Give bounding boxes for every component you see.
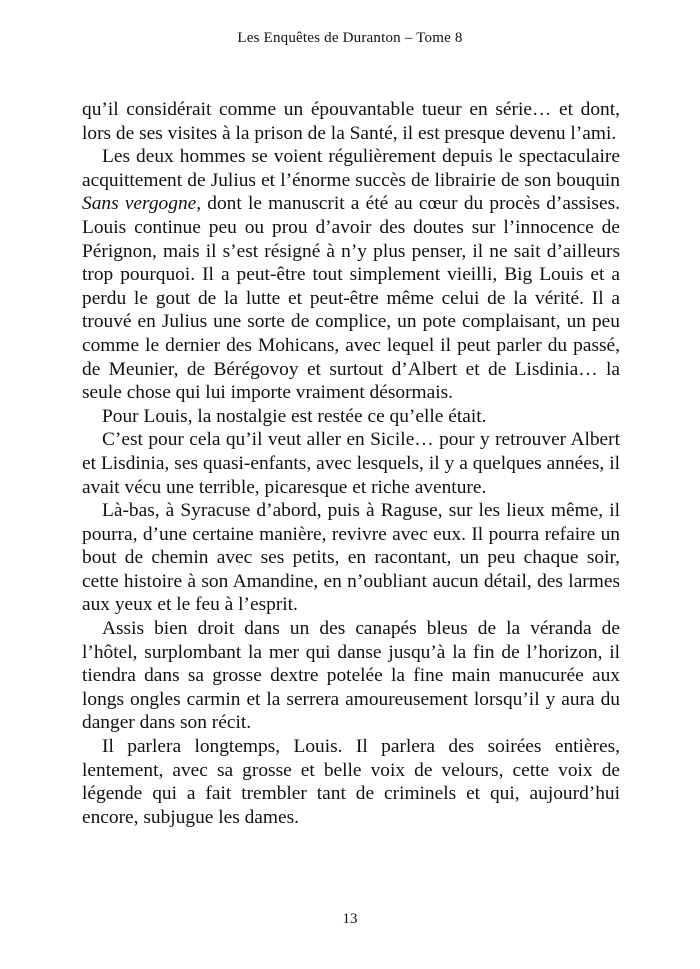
paragraph-6-text: Assis bien droit dans un des canapés bleus de la véranda de l’hôtel, surplombant la mer qui danse jusqu’à la fin de l’horizon, il tiendra dans sa grosse dextre potelée la fine main manucurée aux longs ongles carmin et la serrera amoureusement lorsqu’il y aura du danger dans son récit. [82, 618, 620, 734]
paragraph-7 [82, 735, 620, 829]
paragraph-2 [82, 145, 620, 405]
paragraph-3-text: Pour Louis, la nostalgie est restée ce qu’elle était. [102, 405, 487, 427]
paragraph-2-text-end: , dont le manuscrit a été au cœur du procès d’assises. Louis continue peu ou prou d’avoir des doutes sur l’innocence de Pérignon, mais il s’est résigné à n’y plus penser, il ne sait d’ailleurs trop pourquoi. Il a peut-être tout simplement vieilli, Big Louis et a perdu le gout de la lutte et peut-être même celui de la vérité. Il a trouvé en Julius une sorte de complice, un pote complaisant, un peu comme le dernier des Mohicans, avec lequel il peut parler du passé, de Meunier, de Bérégovoy et surtout d’Albert et de Lisdinia… la seule chose qui lui importe vraiment désormais. [82, 193, 620, 404]
body-text [82, 98, 620, 829]
paragraph-5-text: Là-bas, à Syracuse d’abord, puis à Raguse, sur les lieux même, il pourra, d’une certaine manière, revivre avec eux. Il pourra refaire un bout de chemin avec ses petits, en racontant, un peu chaque soir, cette histoire à son Amandine, en n’oubliant aucun détail, des larmes aux yeux et le feu à l’esprit. [82, 500, 620, 616]
paragraph-2-text-start: Les deux hommes se voient régulièrement depuis le spectaculaire acquittement de Julius et l’énorme succès de librairie de son bouquin [82, 146, 620, 191]
paragraph-7-text: Il parlera longtemps, Louis. Il parlera des soirées entières, lentement, avec sa grosse et belle voix de velours, cette voix de légende qui a fait trembler tant de criminels et qui, aujourd’hui encore, subjugue les dames. [82, 736, 620, 828]
paragraph-5 [82, 499, 620, 617]
paragraph-3 [82, 405, 620, 429]
page-number: 13 [342, 911, 358, 927]
paragraph-4-text: C’est pour cela qu’il veut aller en Sicile… pour y retrouver Albert et Lisdinia, ses quasi-enfants, avec lesquels, il y a quelques années, il avait vécu une terrible, picaresque et riche aventure. [82, 429, 620, 498]
paragraph-4 [82, 428, 620, 499]
running-header: Les Enquêtes de Duranton – Tome 8 [237, 30, 463, 46]
paragraph-1 [82, 98, 620, 145]
paragraph-1-text: qu’il considérait comme un épouvantable tueur en série… et dont, lors de ses visites à la prison de la Santé, il est presque devenu l’ami. [82, 99, 620, 144]
paragraph-6 [82, 617, 620, 735]
book-title: Sans vergogne [82, 193, 197, 215]
